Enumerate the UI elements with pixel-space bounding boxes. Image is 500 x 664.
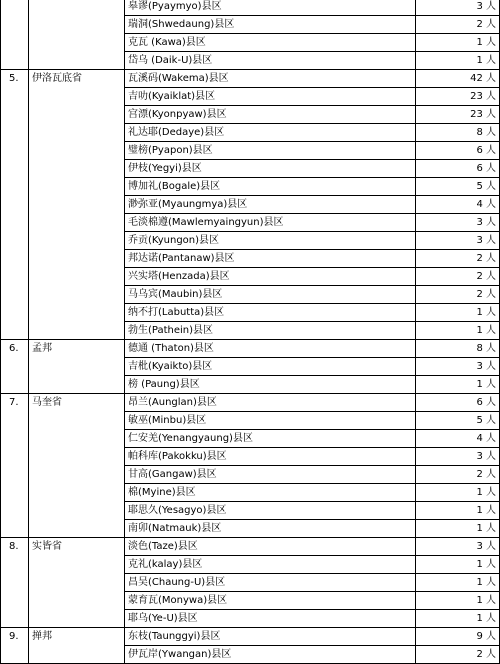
count-cell: 1 人 xyxy=(416,34,500,52)
count-cell: 1 人 xyxy=(416,520,500,538)
count-cell: 1 人 xyxy=(416,304,500,322)
count-cell: 1 人 xyxy=(416,322,500,340)
state-cell: 伊洛瓦底省 xyxy=(29,70,125,340)
count-cell: 6 人 xyxy=(416,142,500,160)
district-cell: 帕科库(Pakokku)县区 xyxy=(125,448,416,466)
district-cell: 克礼(kalay)县区 xyxy=(125,556,416,574)
table-row xyxy=(1,538,500,556)
state-cell xyxy=(29,0,125,70)
district-cell: 吉枇(Kyaikto)县区 xyxy=(125,358,416,376)
count-cell: 2 人 xyxy=(416,16,500,34)
count-cell: 5 人 xyxy=(416,178,500,196)
count-cell: 3 人 xyxy=(416,0,500,16)
state-cell: 实皆省 xyxy=(29,538,125,628)
count-cell: 2 人 xyxy=(416,250,500,268)
district-cell: 渺弥亚(Myaungmya)县区 xyxy=(125,196,416,214)
count-cell: 1 人 xyxy=(416,610,500,628)
district-cell: 勃生(Pathein)县区 xyxy=(125,322,416,340)
district-cell: 耶思久(Yesagyo)县区 xyxy=(125,502,416,520)
district-cell: 南卯(Natmauk)县区 xyxy=(125,520,416,538)
district-cell: 乔贡(Kyungon)县区 xyxy=(125,232,416,250)
district-cell: 伊枝(Yegyi)县区 xyxy=(125,160,416,178)
count-cell: 4 人 xyxy=(416,430,500,448)
count-cell: 42 人 xyxy=(416,70,500,88)
count-cell: 2 人 xyxy=(416,466,500,484)
count-cell: 23 人 xyxy=(416,88,500,106)
count-cell: 1 人 xyxy=(416,52,500,70)
count-cell: 3 人 xyxy=(416,214,500,232)
district-cell: 瓦溪码(Wakema)县区 xyxy=(125,70,416,88)
row-number-cell xyxy=(1,0,29,70)
table-row xyxy=(1,394,500,412)
district-cell: 皋谬(Pyaymyo)县区 xyxy=(125,0,416,16)
district-cell: 岱乌 (Daik-U)县区 xyxy=(125,52,416,70)
row-number-cell: 5. xyxy=(1,70,29,340)
table-row xyxy=(1,0,500,16)
count-cell: 3 人 xyxy=(416,358,500,376)
district-cell: 博加礼(Bogale)县区 xyxy=(125,178,416,196)
district-cell: 宫漂(Kyonpyaw)县区 xyxy=(125,106,416,124)
district-cell: 榜 (Paung)县区 xyxy=(125,376,416,394)
table-row xyxy=(1,628,500,646)
count-cell: 2 人 xyxy=(416,646,500,664)
count-cell: 2 人 xyxy=(416,286,500,304)
district-cell: 邦达诺(Pantanaw)县区 xyxy=(125,250,416,268)
count-cell: 1 人 xyxy=(416,376,500,394)
district-cell: 耶乌(Ye-U)县区 xyxy=(125,610,416,628)
count-cell: 4 人 xyxy=(416,196,500,214)
state-cell: 掸邦 xyxy=(29,628,125,664)
state-cell: 孟邦 xyxy=(29,340,125,394)
district-cell: 毛淡棉遵(Mawlemyaingyun)县区 xyxy=(125,214,416,232)
district-cell: 棉(Myine)县区 xyxy=(125,484,416,502)
table-row xyxy=(1,70,500,88)
count-cell: 2 人 xyxy=(416,268,500,286)
district-cell: 仁安羌(Yenangyaung)县区 xyxy=(125,430,416,448)
district-cell: 瑞洞(Shwedaung)县区 xyxy=(125,16,416,34)
count-cell: 1 人 xyxy=(416,484,500,502)
district-cell: 兴实塔(Henzada)县区 xyxy=(125,268,416,286)
count-cell: 6 人 xyxy=(416,160,500,178)
district-cell: 吉叻(Kyaiklat)县区 xyxy=(125,88,416,106)
count-cell: 9 人 xyxy=(416,628,500,646)
count-cell: 1 人 xyxy=(416,502,500,520)
count-cell: 1 人 xyxy=(416,574,500,592)
row-number-cell: 8. xyxy=(1,538,29,628)
district-cell: 伊瓦岸(Ywangan)县区 xyxy=(125,646,416,664)
district-cell: 昌吴(Chaung-U)县区 xyxy=(125,574,416,592)
district-cell: 蒙育瓦(Monywa)县区 xyxy=(125,592,416,610)
table-body xyxy=(1,0,500,664)
state-cell: 马奎省 xyxy=(29,394,125,538)
district-cell: 礼达耶(Dedaye)县区 xyxy=(125,124,416,142)
district-cell: 甘高(Gangaw)县区 xyxy=(125,466,416,484)
district-cell: 马乌宾(Maubin)县区 xyxy=(125,286,416,304)
count-cell: 3 人 xyxy=(416,232,500,250)
row-number-cell: 6. xyxy=(1,340,29,394)
row-number-cell: 7. xyxy=(1,394,29,538)
count-cell: 8 人 xyxy=(416,340,500,358)
count-cell: 23 人 xyxy=(416,106,500,124)
count-cell: 1 人 xyxy=(416,556,500,574)
district-cell: 璧榜(Pyapon)县区 xyxy=(125,142,416,160)
count-cell: 6 人 xyxy=(416,394,500,412)
district-cell: 敏巫(Minbu)县区 xyxy=(125,412,416,430)
district-cell: 德通 (Thaton)县区 xyxy=(125,340,416,358)
district-cell: 淡色(Taze)县区 xyxy=(125,538,416,556)
count-cell: 8 人 xyxy=(416,124,500,142)
district-cell: 昂兰(Aunglan)县区 xyxy=(125,394,416,412)
district-cell: 克瓦 (Kawa)县区 xyxy=(125,34,416,52)
count-cell: 3 人 xyxy=(416,538,500,556)
count-cell: 5 人 xyxy=(416,412,500,430)
count-cell: 3 人 xyxy=(416,448,500,466)
table-row xyxy=(1,340,500,358)
district-cell: 纳不打(Labutta)县区 xyxy=(125,304,416,322)
count-cell: 1 人 xyxy=(416,592,500,610)
district-cell: 东枝(Taunggyi)县区 xyxy=(125,628,416,646)
row-number-cell: 9. xyxy=(1,628,29,664)
